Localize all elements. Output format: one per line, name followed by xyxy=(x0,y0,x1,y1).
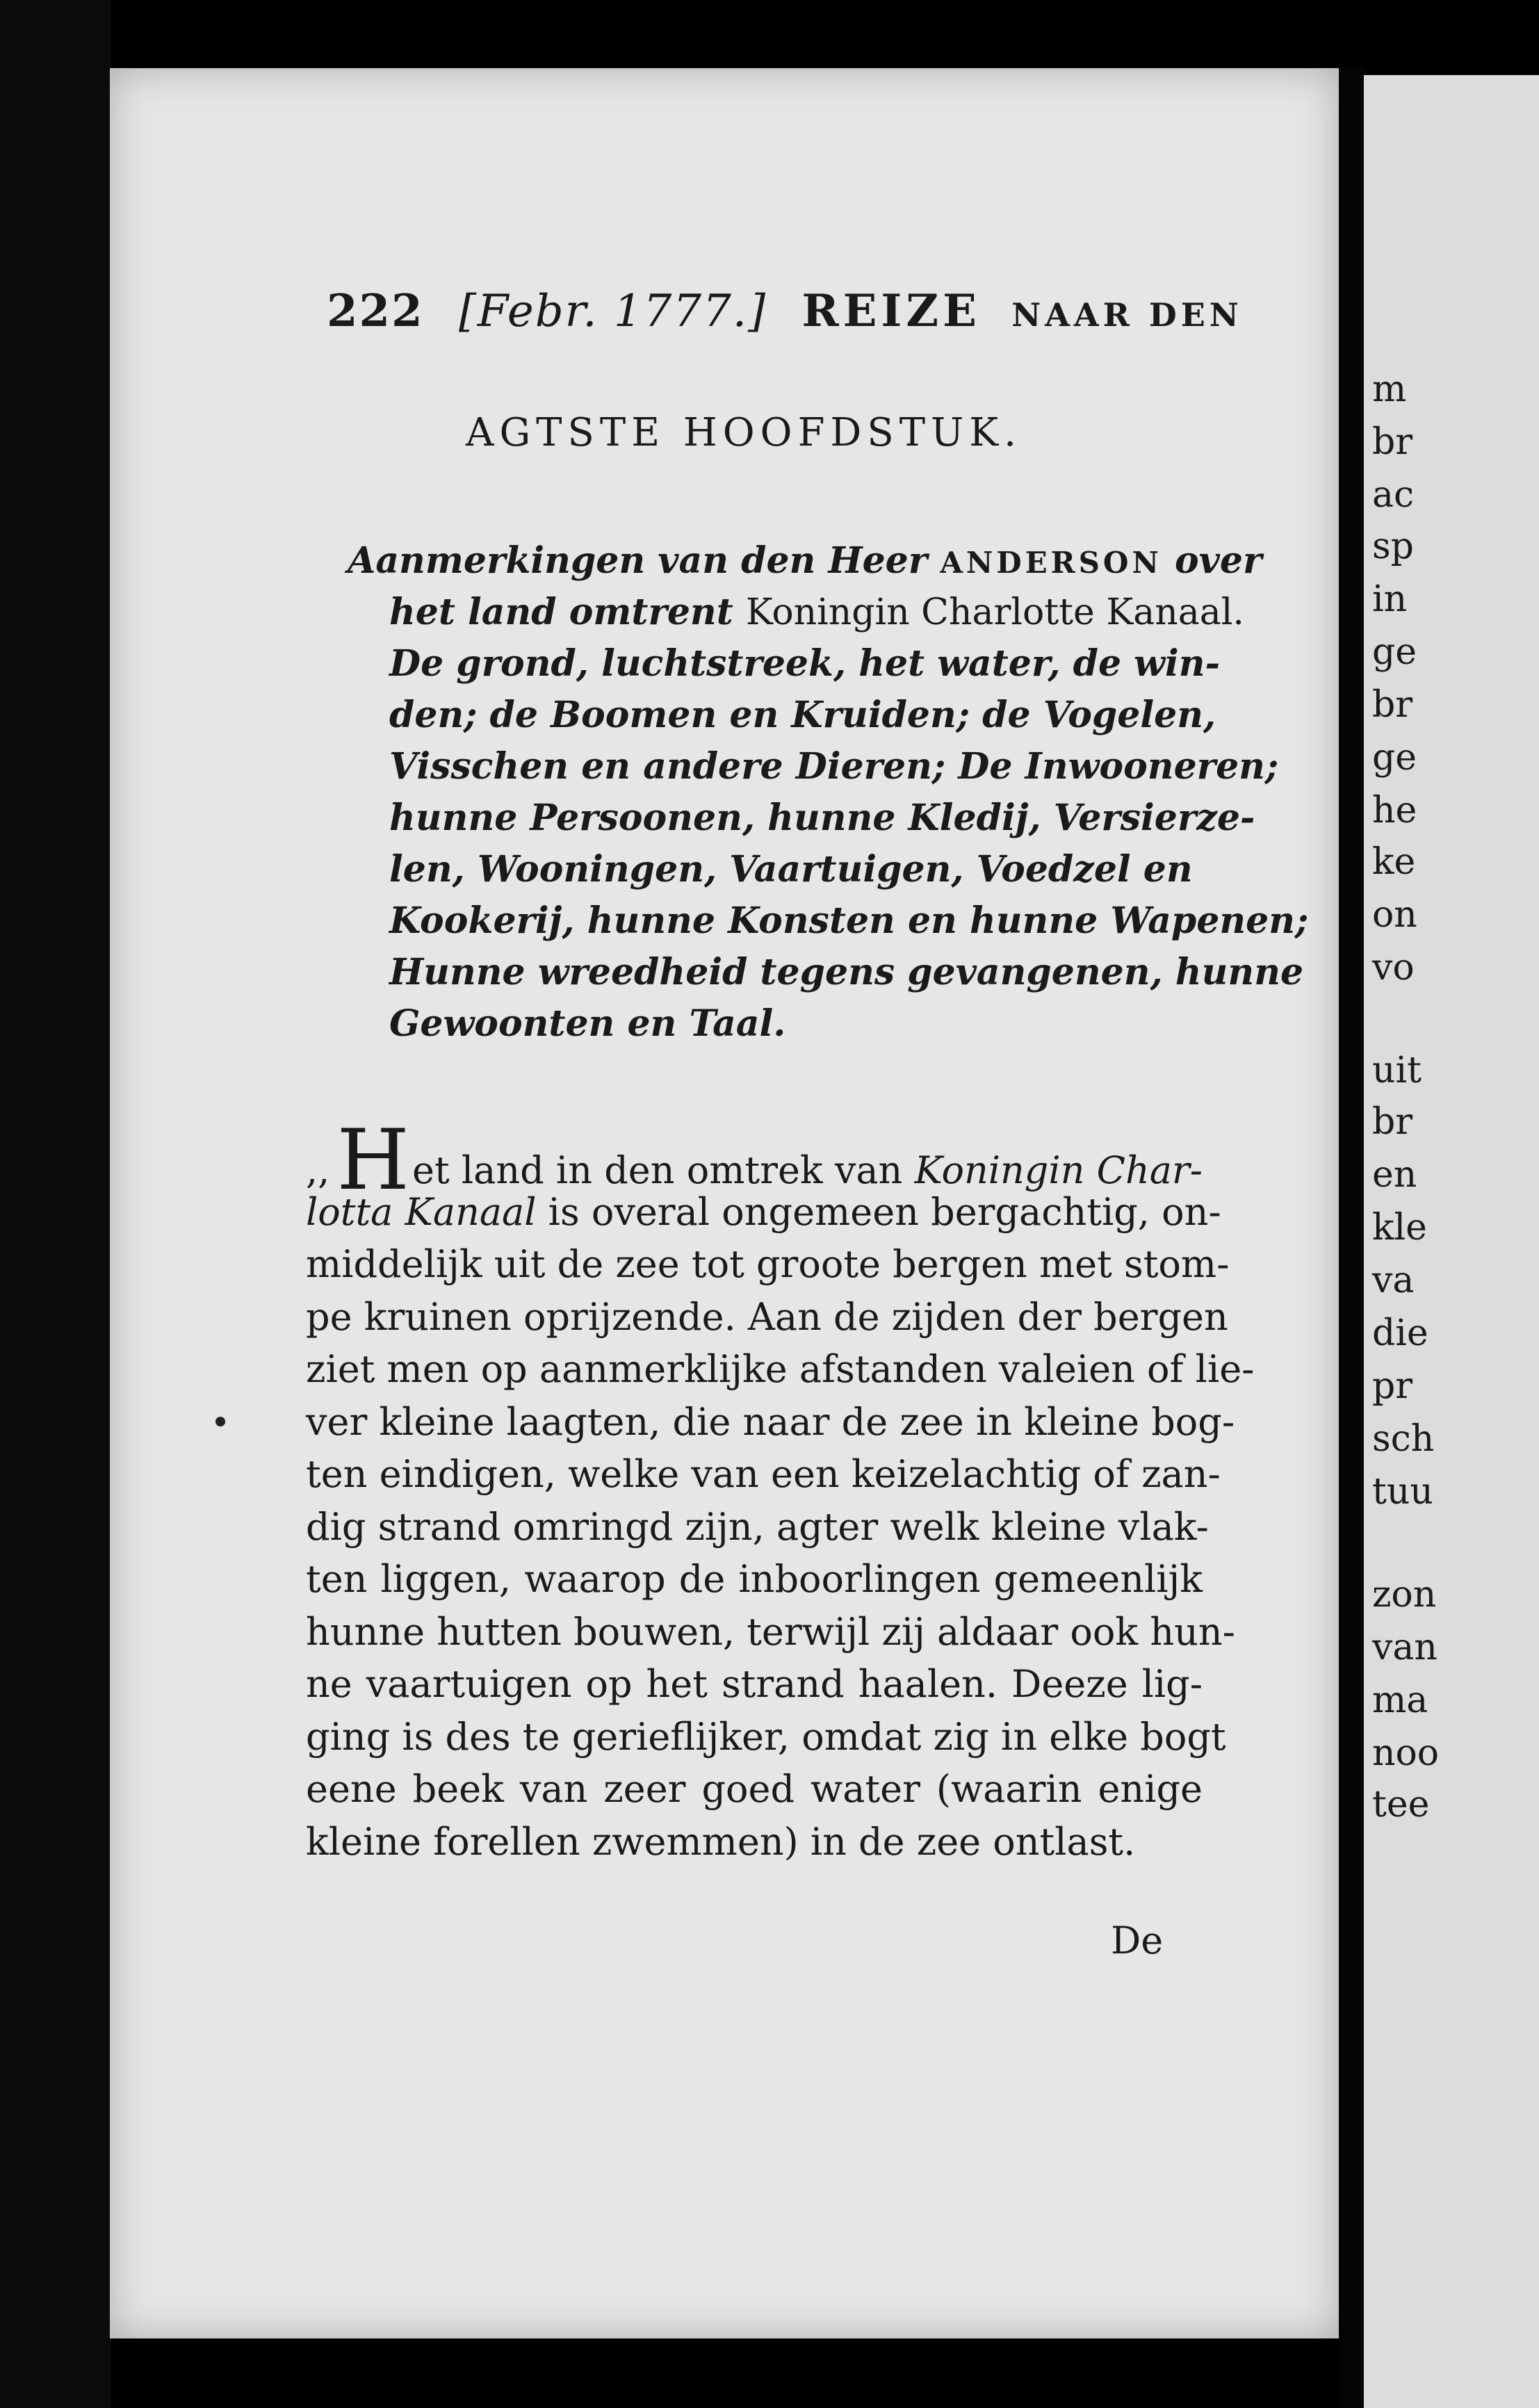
body-paragraph xyxy=(306,1112,1255,1868)
summary-smallcaps-name: ANDERSON xyxy=(940,546,1162,580)
body-line: pe kruinen oprijzende. Aan de zijden der bergen xyxy=(306,1294,1228,1339)
facing-page-word-fragment: in xyxy=(1372,578,1408,620)
summary-line: len, Wooningen, Vaartuigen, Voedzel en xyxy=(389,848,1193,890)
facing-page-fragment xyxy=(1364,75,1539,2408)
facing-page-word-fragment: noo xyxy=(1372,1732,1440,1774)
body-text: et land in den omtrek van xyxy=(412,1148,915,1192)
summary-line: Kookerij, hunne Konsten en hunne Wapenen; xyxy=(389,900,1309,942)
body-line: ten eindigen, welke van een keizelachtig of zan- xyxy=(306,1452,1221,1496)
body-line: ne vaartuigen op het strand haalen. Deeze lig- xyxy=(306,1662,1203,1706)
running-head xyxy=(327,285,1243,341)
page-number: 222 xyxy=(327,285,424,337)
body-line xyxy=(306,1112,1203,1209)
facing-page-word-fragment: on xyxy=(1372,894,1417,936)
facing-page-word-fragment: van xyxy=(1372,1627,1438,1668)
facing-page-word-fragment: uit xyxy=(1372,1050,1422,1091)
body-line: hunne hutten bouwen, terwijl zij aldaar ook hun- xyxy=(306,1609,1235,1654)
body-line: ver kleine laagten, die naar de zee in kleine bog- xyxy=(306,1399,1235,1444)
body-line: kleine forellen zwemmen) in de zee ontlast. xyxy=(306,1819,1136,1864)
facing-page-word-fragment: vo xyxy=(1372,947,1415,989)
facing-page-word-fragment: pr xyxy=(1372,1365,1413,1407)
book-gutter xyxy=(1339,68,1364,2408)
facing-page-word-fragment: br xyxy=(1372,1101,1413,1143)
facing-page-word-fragment: m xyxy=(1372,368,1407,410)
facing-page-word-fragment: ma xyxy=(1372,1679,1428,1721)
summary-text: het land omtrent xyxy=(389,591,746,633)
facing-page-word-fragment: ke xyxy=(1372,841,1416,883)
facing-page-word-fragment: sp xyxy=(1372,526,1414,567)
ink-speck xyxy=(215,1417,225,1426)
body-italic-text: lotta Kanaal xyxy=(306,1189,537,1234)
summary-line: Hunne wreedheid tegens gevangenen, hunne xyxy=(389,951,1304,993)
summary-line: hunne Persoonen, hunne Kledij, Versierze- xyxy=(389,797,1255,839)
body-line: ziet men op aanmerklijke afstanden valeien of lie- xyxy=(306,1347,1255,1391)
catchword: De xyxy=(1111,1919,1164,1962)
body-text: is overal ongemeen bergachtig, on- xyxy=(536,1189,1221,1234)
chapter-title: AGTSTE HOOFDSTUK. xyxy=(466,410,1022,455)
summary-line: den; de Boomen en Kruiden; de Vogelen, xyxy=(389,694,1216,736)
facing-page-word-fragment: br xyxy=(1372,684,1413,726)
body-line: dig strand omringd zijn, agter welk kleine vlak- xyxy=(306,1504,1209,1549)
summary-line xyxy=(348,587,1244,638)
facing-page-word-fragment: tee xyxy=(1372,1784,1430,1825)
summary-line: Visschen en andere Dieren; De Inwooneren; xyxy=(389,745,1279,788)
body-line: ging is des te gerieflijker, omdat zig in elke bogt xyxy=(306,1714,1226,1759)
body-line: middelijk uit de zee tot groote bergen met stom- xyxy=(306,1242,1230,1286)
body-line xyxy=(306,1186,1221,1239)
facing-page-word-fragment: ac xyxy=(1372,474,1415,516)
facing-page-word-fragment: zon xyxy=(1372,1574,1437,1616)
summary-line xyxy=(348,535,1262,587)
scan-left-edge xyxy=(0,0,111,2408)
facing-page-word-fragment: va xyxy=(1372,1260,1415,1301)
facing-page-word-fragment: tuu xyxy=(1372,1471,1433,1513)
summary-line: Gewoonten en Taal. xyxy=(389,1002,786,1045)
drop-cap: H xyxy=(336,1112,409,1209)
body-line: eene beek van zeer goed water (waarin enige xyxy=(306,1767,1203,1811)
facing-page-word-fragment: kle xyxy=(1372,1207,1427,1248)
facing-page-word-fragment: ge xyxy=(1372,737,1417,779)
facing-page-word-fragment: br xyxy=(1372,421,1413,463)
facing-page-word-fragment: he xyxy=(1372,790,1417,831)
facing-page-word-fragment: die xyxy=(1372,1312,1428,1354)
summary-line: De grond, luchtstreek, het water, de win- xyxy=(389,642,1221,685)
summary-text: Aanmerkingen van den Heer xyxy=(348,539,940,582)
running-head-small-caps: NAAR DEN xyxy=(1011,296,1243,334)
summary-text: over xyxy=(1162,539,1262,582)
running-head-title: REIZE xyxy=(801,285,981,337)
facing-page-word-fragment: sch xyxy=(1372,1418,1435,1460)
running-head-date: [Febr. 1777.] xyxy=(458,286,767,337)
summary-roman-text: Koningin Charlotte Kanaal. xyxy=(745,592,1244,633)
body-italic-text: Koningin Char- xyxy=(914,1148,1203,1192)
body-line: ten liggen, waarop de inboorlingen gemeenlijk xyxy=(306,1557,1203,1601)
facing-page-word-fragment: ge xyxy=(1372,631,1417,673)
facing-page-word-fragment: en xyxy=(1372,1154,1417,1196)
chapter-summary xyxy=(348,535,1309,1050)
quote-mark: ,, xyxy=(306,1148,330,1192)
